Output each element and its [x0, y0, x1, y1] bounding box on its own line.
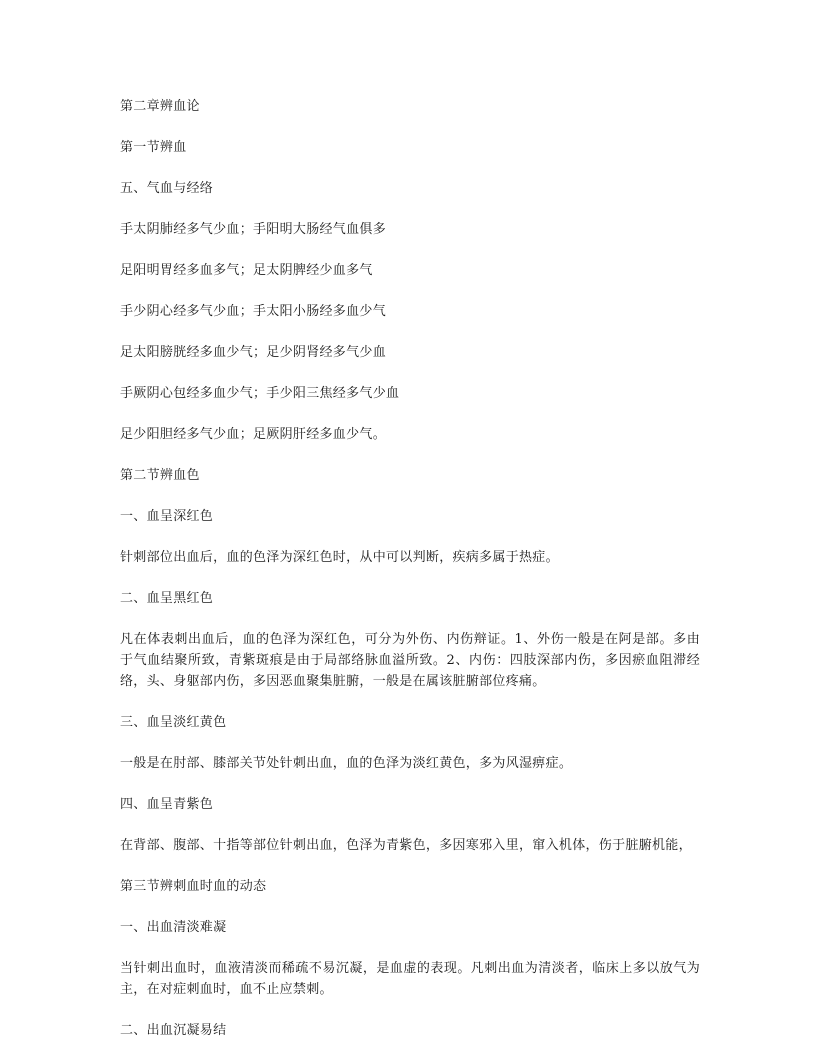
chapter-title: 第二章辨血论	[120, 99, 200, 114]
subsection-heading: 五、气血与经络	[120, 181, 214, 196]
section-title: 第三节辨刺血时血的动态	[120, 879, 267, 894]
meridian-line: 手少阴心经多气少血；手太阳小肠经多血少气	[120, 304, 387, 319]
body-paragraph: 当针刺出血时，血液清淡而稀疏不易沉凝，是血虚的表现。凡刺出血为清淡者，临床上多以放气为主，在对症刺血时，血不止应禁刺。	[120, 961, 700, 997]
subsection-heading: 一、出血清淡难凝	[120, 920, 227, 935]
body-paragraph: 在背部、腹部、十指等部位针刺出血，色泽为青紫色，多因寒邪入里，窜入机体，伤于脏腑机能，	[120, 838, 692, 853]
body-paragraph: 针刺部位出血后，血的色泽为深红色时，从中可以判断，疾病多属于热症。	[120, 550, 559, 565]
subsection-heading: 一、血呈深红色	[120, 509, 214, 524]
meridian-line: 足太阳膀胱经多血少气；足少阴肾经多气少血	[120, 345, 387, 360]
subsection-heading: 三、血呈淡红黄色	[120, 715, 227, 730]
meridian-line: 足少阳胆经多气少血；足厥阴肝经多血少气。	[120, 427, 387, 442]
subsection-heading: 二、出血沉凝易结	[120, 1023, 227, 1038]
meridian-line: 手厥阴心包经多血少气；手少阳三焦经多气少血	[120, 386, 400, 401]
body-paragraph: 凡在体表刺出血后，血的色泽为深红色，可分为外伤、内伤辩证。1、外伤一般是在阿是部。多由于气血结聚所致，青紫斑痕是由于局部络脉血溢所致。2、内伤：四肢深部内伤，多因瘀血阻滞经络，头、身躯部内伤，多因恶血聚集脏腑，一般是在属该脏腑部位疼痛。	[120, 632, 700, 689]
meridian-line: 足阳明胃经多血多气；足太阴脾经少血多气	[120, 263, 373, 278]
meridian-line: 手太阴肺经多气少血；手阳明大肠经气血俱多	[120, 222, 387, 237]
subsection-heading: 四、血呈青紫色	[120, 797, 214, 812]
body-paragraph: 一般是在肘部、膝部关节处针刺出血，血的色泽为淡红黄色，多为风湿痹症。	[120, 756, 573, 771]
document-page	[120, 96, 700, 1061]
section-title: 第一节辨血	[120, 140, 187, 155]
section-title: 第二节辨血色	[120, 468, 200, 483]
subsection-heading: 二、血呈黑红色	[120, 591, 214, 606]
